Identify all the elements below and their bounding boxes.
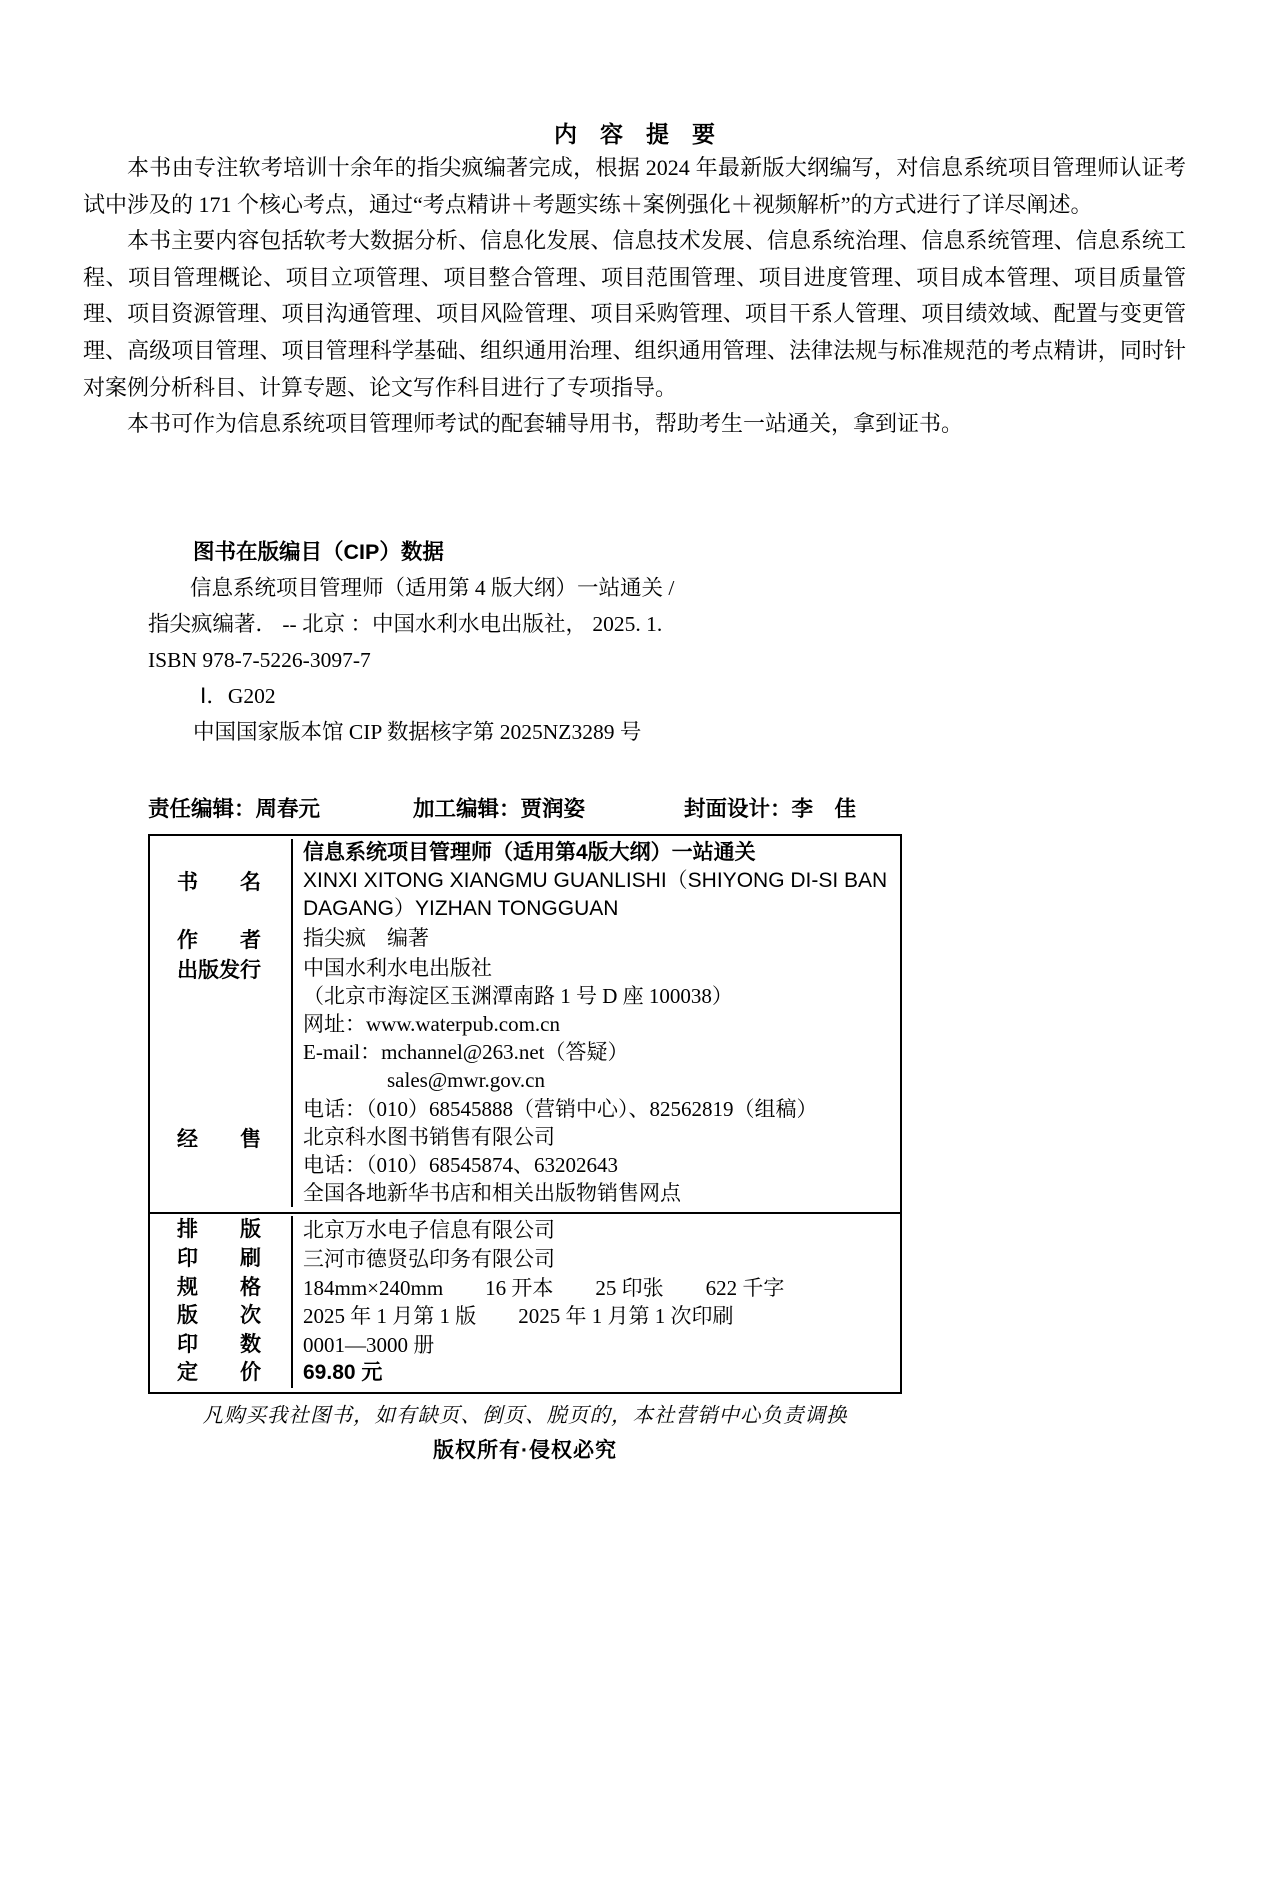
publisher-label: 出版发行	[150, 954, 293, 1123]
row-printing	[150, 1245, 900, 1274]
publisher-email-2: sales@mwr.gov.cn	[303, 1068, 545, 1093]
cip-title-line: 信息系统项目管理师（适用第 4 版大纲）一站通关 /	[190, 576, 675, 600]
distributor-name: 北京科水图书销售有限公司	[303, 1124, 555, 1149]
book-name-value	[293, 839, 900, 924]
price-value: 69.80 元	[303, 1361, 383, 1385]
row-print-run	[150, 1331, 900, 1360]
format-value: 184mm×240mm 16 开本 25 印张 622 千字	[303, 1275, 785, 1300]
cip-classification-line: Ⅰ．G202	[200, 684, 276, 708]
processing-editor: 加工编辑：贾润姿	[413, 797, 586, 821]
printing-label: 印 刷	[150, 1245, 293, 1274]
distributor-value	[293, 1123, 900, 1208]
cip-publisher-line: 指尖疯编著． -- 北京 ：中国水利水电出版社， 2025. 1.	[148, 612, 663, 636]
row-publisher	[150, 954, 900, 1123]
distributor-outlets: 全国各地新华书店和相关出版物销售网点	[303, 1181, 681, 1206]
row-price	[150, 1359, 900, 1388]
edition-label: 版 次	[150, 1302, 293, 1331]
typesetting-label: 排 版	[150, 1216, 293, 1245]
publisher-address: （北京市海淀区玉渊潭南路 1 号 D 座 100038）	[303, 983, 733, 1008]
summary-title: 内 容 提 要	[554, 121, 715, 147]
author-value	[293, 924, 900, 954]
editors-row	[148, 792, 1128, 820]
author-text: 指尖疯 编著	[303, 925, 429, 950]
publisher-name: 中国水利水电出版社	[303, 955, 492, 980]
cip-isbn-line: ISBN 978-7-5226-3097-7	[148, 648, 371, 672]
summary-paragraphs	[83, 150, 1186, 443]
row-edition	[150, 1302, 900, 1331]
row-distributor	[150, 1123, 900, 1208]
cip-registry-line: 中国国家版本馆 CIP 数据核字第 2025NZ3289 号	[193, 720, 642, 744]
colophon-table	[148, 834, 902, 1394]
format-label: 规 格	[150, 1274, 293, 1303]
cip-block	[148, 534, 674, 750]
row-typesetting	[150, 1216, 900, 1245]
row-author	[150, 924, 900, 954]
distributor-phone: 电话：（010）68545874、63202643	[303, 1153, 618, 1178]
book-title-pinyin-1: XINXI XITONG XIANGMU GUANLISHI（SHIYONG DI-SI BAN	[303, 869, 888, 893]
price-label: 定 价	[150, 1359, 293, 1388]
publisher-phone: 电话：（010）68545888（营销中心）、82562819（组稿）	[303, 1096, 818, 1121]
publisher-website: 网址：www.waterpub.com.cn	[303, 1012, 560, 1037]
row-book-name	[150, 839, 900, 924]
summary-paragraph-3: 本书可作为信息系统项目管理师考试的配套辅导用书，帮助考生一站通关，拿到证书。	[127, 411, 964, 437]
printing-value: 三河市德贤弘印务有限公司	[303, 1247, 555, 1272]
book-name-label: 书 名	[150, 839, 293, 924]
row-format	[150, 1274, 900, 1303]
print-run-value: 0001—3000 册	[303, 1332, 435, 1357]
edition-value: 2025 年 1 月第 1 版 2025 年 1 月第 1 次印刷	[303, 1304, 734, 1329]
typesetting-value: 北京万水电子信息有限公司	[303, 1218, 555, 1243]
colophon-bottom-section	[150, 1212, 900, 1392]
book-title-text: 信息系统项目管理师（适用第4版大纲）一站通关	[303, 841, 756, 864]
publisher-email-1: E-mail：mchannel@263.net（答疑）	[303, 1040, 629, 1065]
author-label: 作 者	[150, 924, 293, 954]
cover-designer: 封面设计：李 佳	[684, 797, 857, 821]
responsible-editor: 责任编辑：周春元	[148, 797, 321, 821]
book-title-pinyin-2: DAGANG）YIZHAN TONGGUAN	[303, 897, 619, 921]
publisher-value	[293, 954, 900, 1123]
colophon-top-section	[150, 836, 900, 1212]
print-run-label: 印 数	[150, 1331, 293, 1360]
exchange-notice: 凡购买我社图书，如有缺页、倒页、脱页的，本社营销中心负责调换	[202, 1405, 848, 1427]
summary-paragraph-1: 本书由专注软考培训十余年的指尖疯编著完成，根据 2024 年最新版大纲编写，对信息系统项目管理师认证考试中涉及的 171 个核心考点，通过“考点精讲＋考题实练＋案例强化＋视频解析”的方式进行了详尽阐述。	[83, 155, 1186, 217]
cip-heading: 图书在版编目（CIP）数据	[193, 540, 444, 564]
distributor-label: 经 售	[150, 1123, 293, 1208]
summary-paragraph-2: 本书主要内容包括软考大数据分析、信息化发展、信息技术发展、信息系统治理、信息系统管理、信息系统工程、项目管理概论、项目立项管理、项目整合管理、项目范围管理、项目进度管理、项目成本管理、项目质量管理、项目资源管理、项目沟通管理、项目风险管理、项目采购管理、项目干系人管理、项目绩效域、配置与变更管理、高级项目管理、项目管理科学基础、组织通用治理、组织通用管理、法律法规与标准规范的考点精讲，同时针对案例分析科目、计算专题、论文写作科目进行了专项指导。	[83, 228, 1186, 400]
copyright-statement: 版权所有·侵权必究	[433, 1439, 617, 1462]
